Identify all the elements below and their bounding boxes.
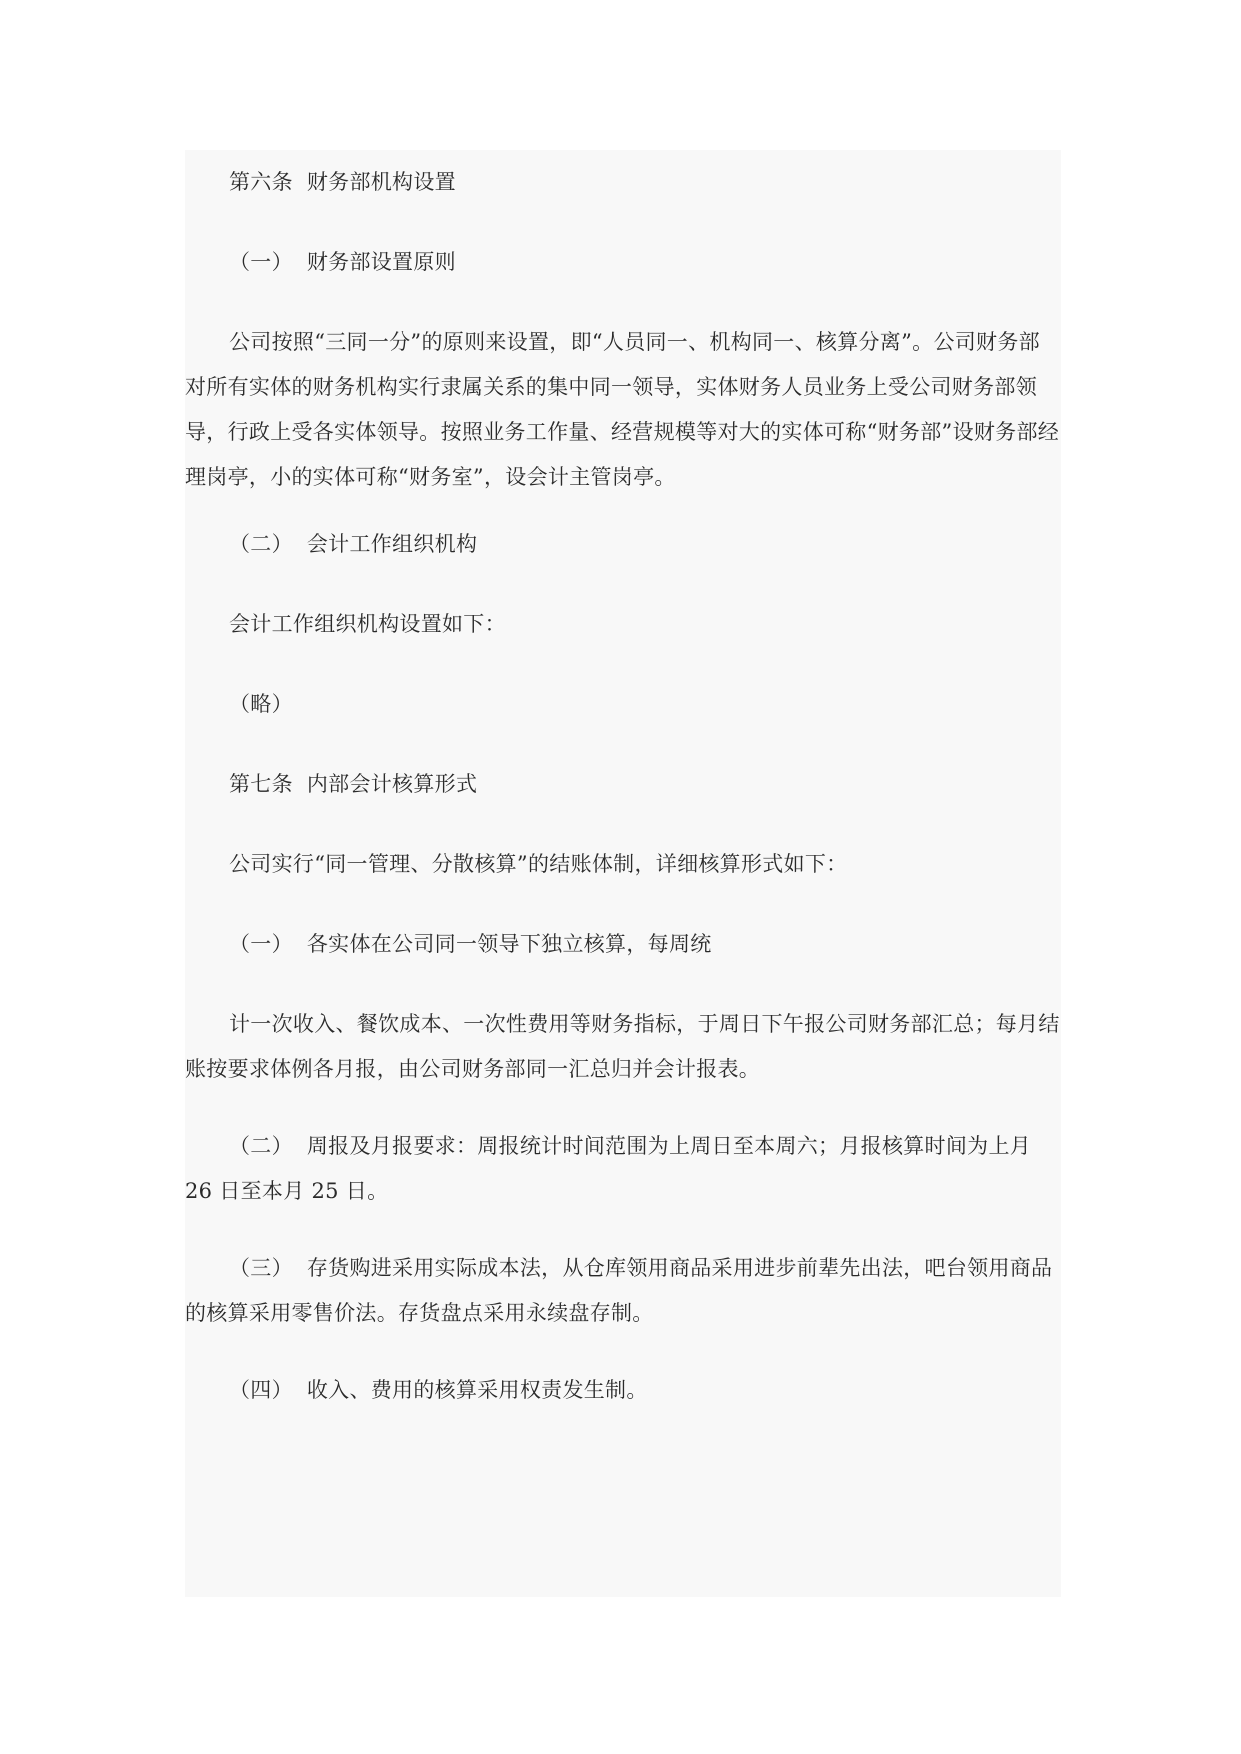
- item-3: （三） 存货购进采用实际成本法，从仓库领用商品采用进步前辈先出法，吧台领用商品的核算采用零售价法。存货盘点采用永续盘存制。: [185, 1256, 1053, 1325]
- section-1-heading: （一） 财务部设置原则: [229, 250, 456, 274]
- document-body: [185, 150, 1061, 1597]
- section-2-heading: （二） 会计工作组织机构: [229, 532, 478, 556]
- paragraph-org-setup: 会计工作组织机构设置如下：: [229, 612, 506, 636]
- item-2: （二） 周报及月报要求：周报统计时间范围为上周日至本周六；月报核算时间为上月 26 日至本月 25 日。: [185, 1134, 1039, 1203]
- item-4: （四） 收入、费用的核算采用权责发生制。: [229, 1378, 648, 1402]
- article-7-heading: 第七条 内部会计核算形式: [229, 772, 478, 796]
- paragraph-omitted: （略）: [229, 692, 293, 716]
- article-6-heading: 第六条 财务部机构设置: [229, 170, 456, 194]
- item-1-intro: （一） 各实体在公司同一领导下独立核算，每周统: [229, 932, 712, 956]
- item-1-detail: 计一次收入、餐饮成本、一次性费用等财务指标，于周日下午报公司财务部汇总；每月结账按要求体例各月报，由公司财务部同一汇总归并会计报表。: [185, 1012, 1060, 1081]
- paragraph-principle: 公司按照“三同一分”的原则来设置，即“人员同一、机构同一、核算分离”。公司财务部对所有实体的财务机构实行隶属关系的集中同一领导，实体财务人员业务上受公司财务部领导，行政上受各实体领导。按照业务工作量、经营规模等对大的实体可称“财务部”设财务部经理岗亭，小的实体可称“财务室”，设会计主管岗亭。: [185, 330, 1060, 489]
- paragraph-accounting-form: 公司实行“同一管理、分散核算”的结账体制，详细核算形式如下：: [229, 852, 848, 876]
